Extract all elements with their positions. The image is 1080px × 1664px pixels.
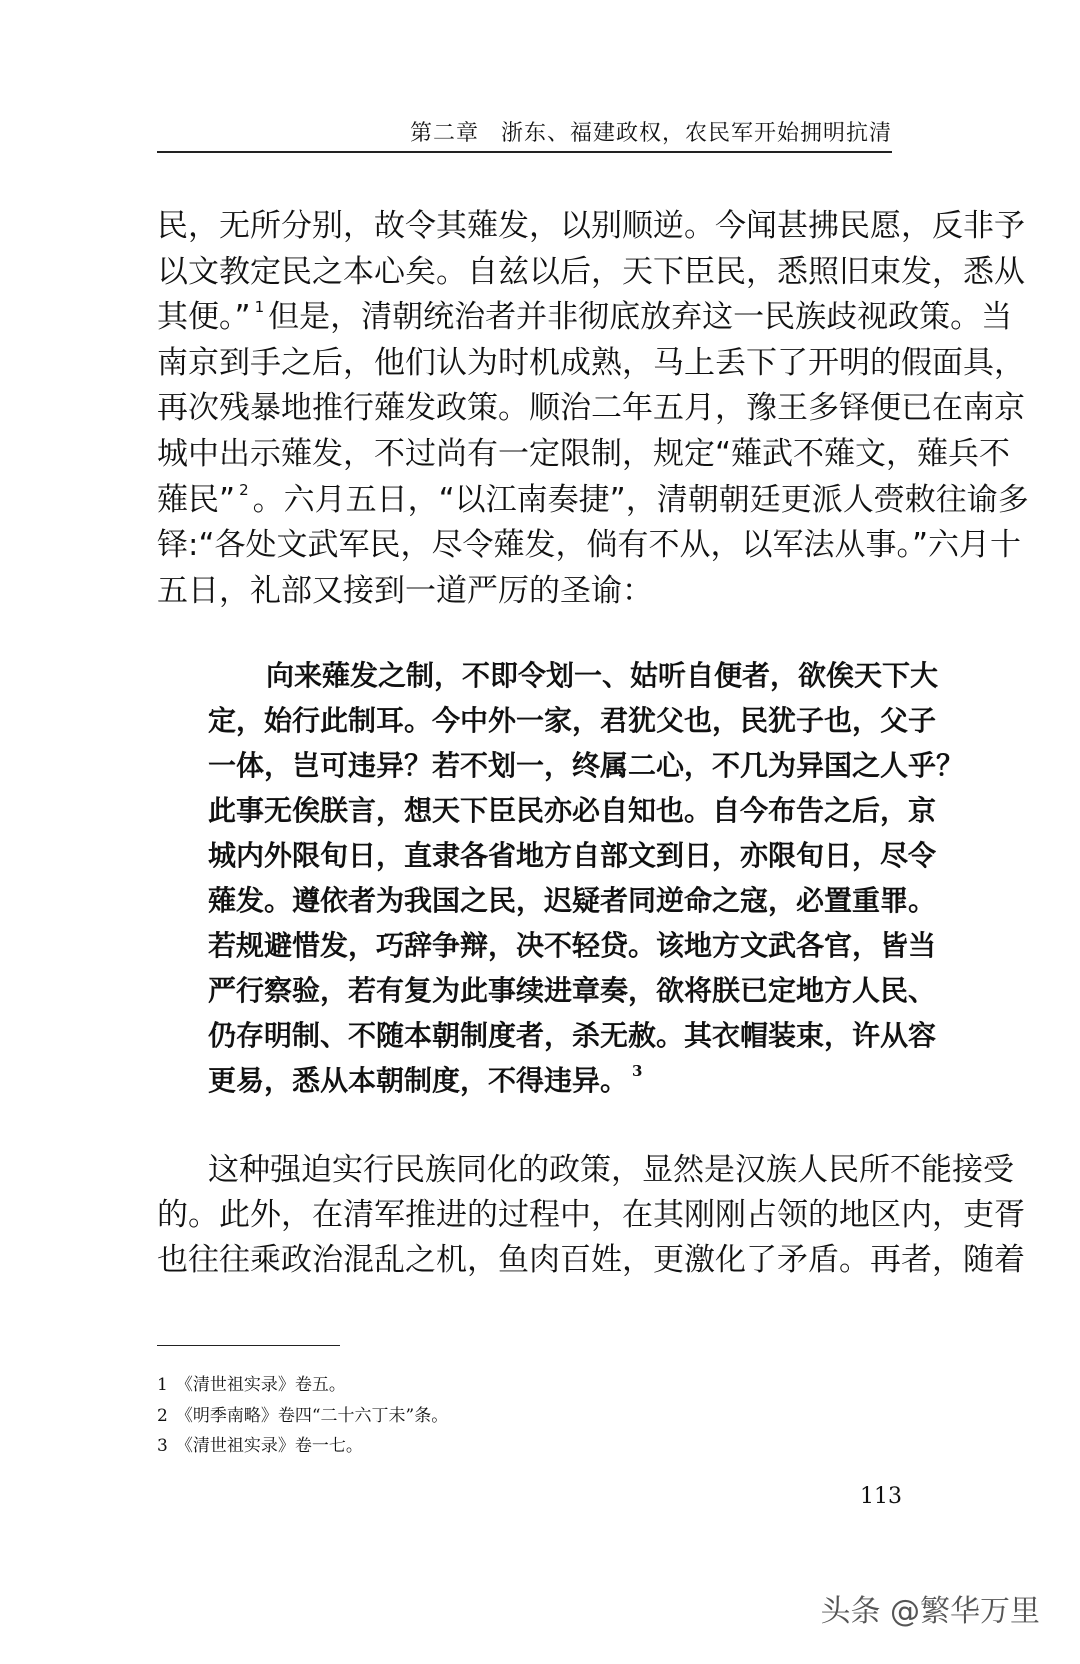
footnote-marker[interactable]: 3	[632, 1062, 643, 1080]
footnote-rule	[157, 1345, 340, 1346]
footnote-text: 《清世祖实录》卷一七。	[175, 1436, 363, 1456]
text-segment: 五日，礼部又接到一道严厉的圣谕：	[157, 572, 653, 609]
paragraph1-line	[157, 252, 1025, 292]
quote-line	[208, 1016, 937, 1056]
quote-line	[208, 701, 937, 741]
footnote	[157, 1431, 363, 1456]
text-segment: 仍存明制、不随本朝制度者，杀无赦。其衣帽装束，许从容	[208, 1019, 937, 1052]
footnote-text: 《清世祖实录》卷五。	[175, 1375, 346, 1395]
paragraph1-line	[157, 297, 1013, 337]
page-number: 113	[860, 1484, 902, 1509]
text-segment: 这种强迫实行民族同化的政策，显然是汉族人民所不能接受	[208, 1152, 1014, 1188]
text-segment: 城内外限旬日，直隶各省地方自部文到日，亦限旬日，尽令	[208, 839, 937, 872]
paragraph1-line	[157, 343, 1025, 383]
paragraph1-line	[157, 434, 1011, 474]
chapter-title: 浙东、福建政权，农民军开始拥明抗清	[500, 121, 892, 146]
footnote-marker[interactable]: 2	[239, 480, 249, 499]
watermark: 头条 @繁华万里	[820, 1594, 1040, 1629]
text-segment: 。六月五日，“以江南奏捷”，清朝朝廷更派人赍敕往谕多	[252, 481, 1029, 518]
quote-line	[208, 971, 937, 1011]
paragraph2-line	[208, 1150, 1014, 1190]
text-segment: 此事无俟朕言，想天下臣民亦必自知也。自今布告之后，京	[208, 794, 937, 827]
footnote-number: 1	[157, 1375, 168, 1395]
chapter-number: 第二章	[409, 121, 479, 146]
header-rule	[157, 151, 892, 153]
text-segment: 更易，悉从本朝制度，不得违异。	[208, 1064, 629, 1097]
text-segment: 一体，岂可违异？若不划一，终属二心，不几为异国之人乎？	[208, 749, 965, 782]
text-segment: 以文教定民之本心矣。自兹以后，天下臣民，悉照旧束发，悉从	[157, 253, 1025, 290]
quote-line	[208, 881, 937, 921]
footnote-marker[interactable]: 1	[254, 298, 265, 317]
footnote-number: 3	[157, 1436, 168, 1456]
text-segment: 严行察验，若有复为此事续进章奏，欲将朕已定地方人民、	[208, 974, 937, 1007]
text-segment: 南京到手之后，他们认为时机成熟，马上丢下了开明的假面具，	[157, 344, 1025, 381]
footnote-number: 2	[157, 1405, 168, 1426]
quote-line	[208, 791, 937, 831]
paragraph1-line	[157, 525, 1022, 565]
paragraph1-line	[157, 388, 1025, 428]
text-segment: 城中出示薙发，不过尚有一定限制，规定“薙武不薙文，薙兵不	[157, 436, 1011, 472]
quote-line	[208, 836, 937, 876]
footnote	[157, 1401, 448, 1426]
quote-line	[208, 746, 965, 786]
quote-line	[266, 656, 939, 696]
text-segment: 向来薙发之制，不即令划一、姑听自便者，欲俟天下大	[266, 659, 939, 692]
text-segment: 但是，清朝统治者并非彻底放弃这一民族歧视政策。当	[268, 299, 1013, 336]
text-segment: 若规避惜发，巧辞争辩，决不轻贷。该地方文武各官，皆当	[208, 929, 937, 962]
text-segment: 铎:“各处文武军民，尽令薙发，倘有不从，以军法从事。”六月十	[157, 527, 1022, 564]
paragraph1-line	[157, 571, 892, 611]
text-segment: 民，无所分别，故令其薙发，以别顺逆。今闻甚拂民愿，反非予	[157, 208, 1025, 244]
text-segment: 再次残暴地推行薙发政策。顺治二年五月，豫王多铎便已在南京	[157, 390, 1025, 427]
text-segment: 也往往乘政治混乱之机，鱼肉百姓，更激化了矛盾。再者，随着	[157, 1242, 1025, 1278]
paragraph1-line	[157, 206, 1025, 246]
running-header	[157, 116, 892, 147]
paragraph2-line	[157, 1240, 1025, 1280]
paragraph1-line	[157, 480, 1029, 520]
text-segment: 薙发。遵依者为我国之民，迟疑者同逆命之寇，必置重罪。	[208, 884, 937, 917]
text-segment: 定，始行此制耳。今中外一家，君犹父也，民犹子也，父子	[208, 704, 937, 737]
text-segment: 的。此外，在清军推进的过程中，在其刚刚占领的地区内，吏胥	[157, 1197, 1025, 1233]
footnote-text: 《明季南略》卷四“二十六丁未”条。	[175, 1405, 449, 1426]
quote-line	[208, 1061, 892, 1101]
text-segment: 其便。”	[157, 299, 251, 336]
footnote	[157, 1370, 346, 1395]
quote-line	[208, 926, 937, 966]
paragraph2-line	[157, 1195, 1025, 1235]
text-segment: 薙民”	[157, 481, 236, 518]
